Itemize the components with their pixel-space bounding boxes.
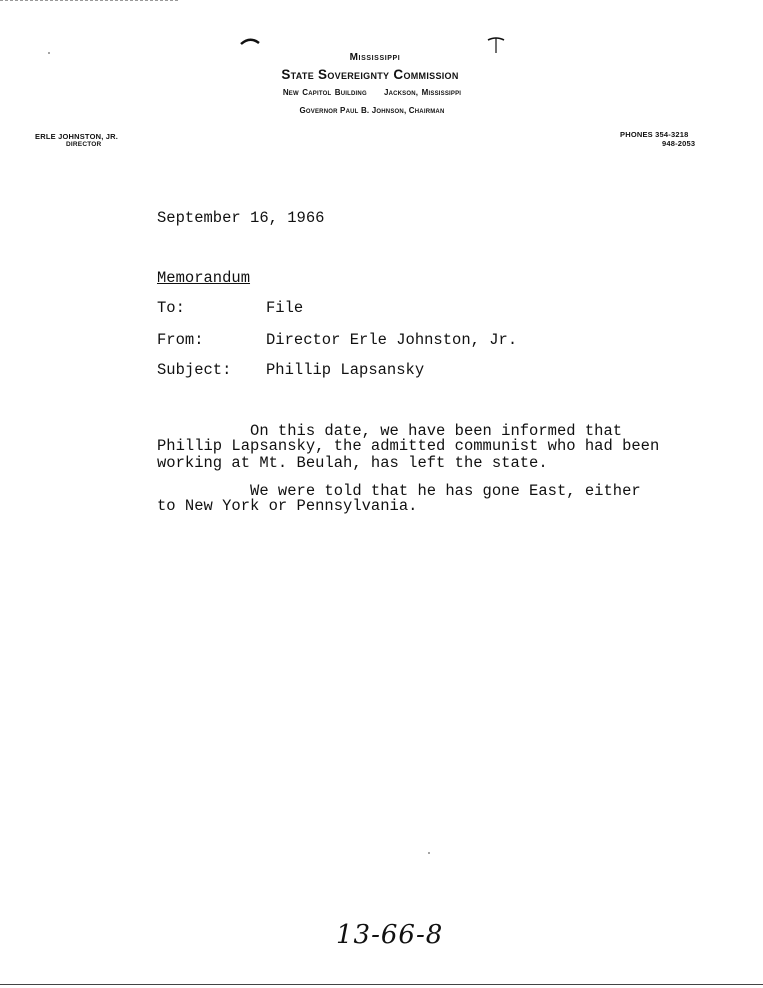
director-name: ERLE JOHNSTON, JR.	[35, 132, 119, 141]
from-label: From:	[157, 331, 204, 349]
phones-line-2: 948-2053	[662, 139, 696, 148]
subject-label: Subject:	[157, 361, 232, 379]
scan-speck	[428, 852, 430, 854]
subject-value: Phillip Lapsansky	[266, 361, 425, 379]
address-building: New Capitol Building	[282, 88, 367, 97]
paragraph-2-line-2: to New York or Pennsylvania.	[157, 497, 418, 515]
paragraph-1-line-1: On this date, we have been informed that	[157, 422, 623, 440]
letterhead-governor: Governor Paul B. Johnson, Chairman	[299, 106, 445, 115]
letterhead-address	[236, 88, 508, 97]
memo-heading: Memorandum	[157, 269, 251, 287]
paragraph-1-line-2: Phillip Lapsansky, the admitted communist who had been	[157, 437, 660, 455]
address-city: Jackson, Mississippi	[383, 88, 462, 97]
from-value: Director Erle Johnston, Jr.	[266, 331, 518, 349]
paragraph-1-line-3: working at Mt. Beulah, has left the state.	[157, 454, 548, 472]
scan-speck	[48, 52, 50, 54]
to-value: File	[266, 299, 304, 317]
phones-line-1: PHONES 354-3218	[620, 130, 689, 139]
letterhead-commission: State Sovereignty Commission	[281, 67, 459, 82]
handwritten-file-number: 13-66-8	[336, 920, 444, 950]
paragraph-2-line-1: We were told that he has gone East, either	[157, 482, 641, 500]
letterhead-state: Mississippi	[349, 52, 401, 63]
director-title: DIRECTOR	[66, 141, 102, 148]
seal-fragment-right-icon	[486, 34, 506, 54]
memo-date: September 16, 1966	[157, 209, 325, 227]
seal-fragment-left-icon	[240, 36, 260, 46]
scan-bottom-edge	[0, 984, 763, 985]
to-label: To:	[157, 299, 185, 317]
scan-edge-artifact	[0, 0, 178, 1]
